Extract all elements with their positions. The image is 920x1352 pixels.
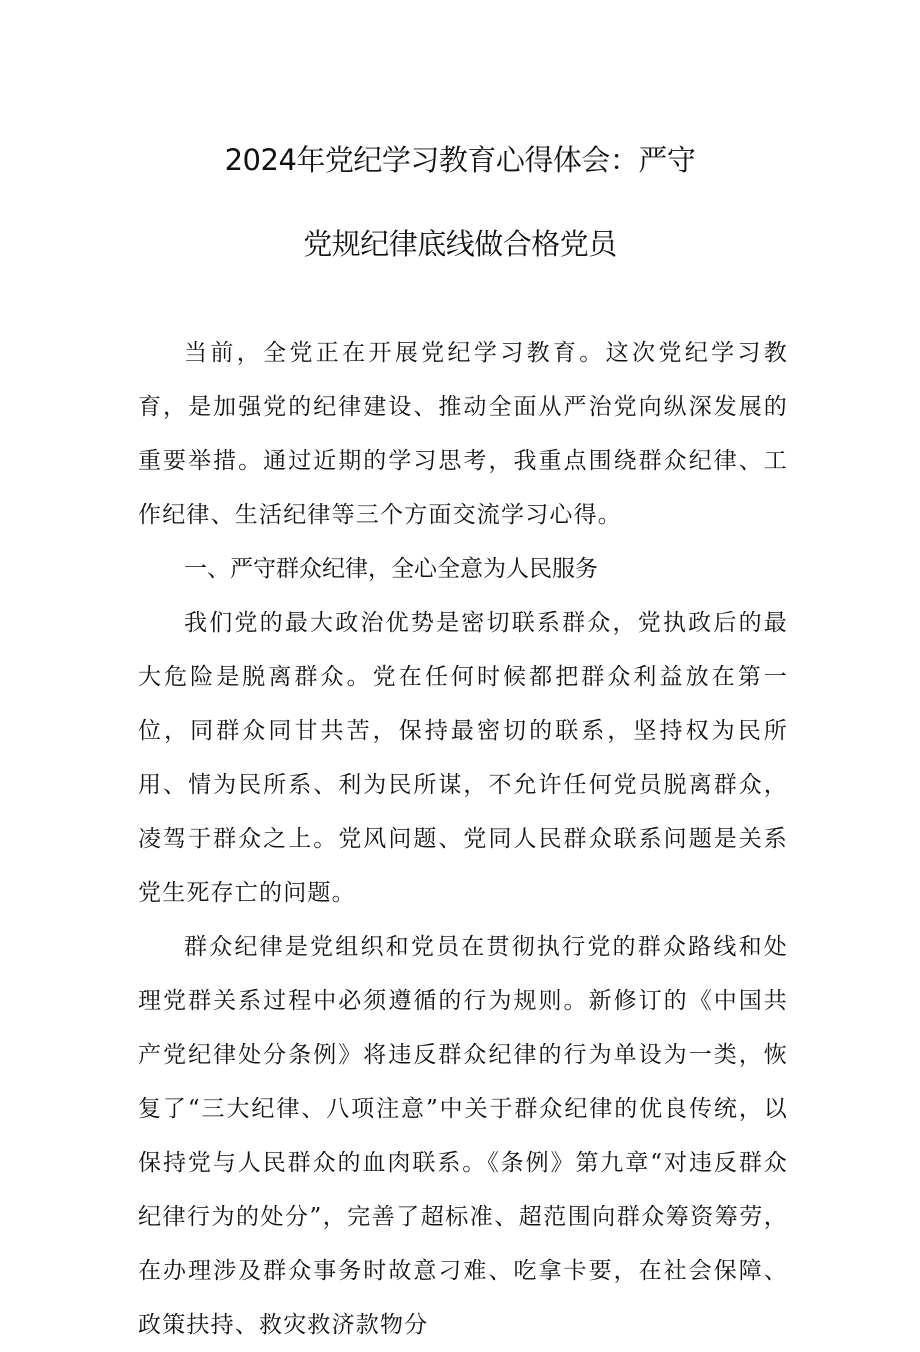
document-title-line-1: 2024年党纪学习教育心得体会：严守 bbox=[224, 143, 696, 177]
paragraph-mass-discipline: 群众纪律是党组织和党员在贯彻执行党的群众路线和处理党群关系过程中必须遵循的行为规则。新修订的《中国共产党纪律处分条例》将违反群众纪律的行为单设为一类，恢复了“三大纪律、八项注意”中关于群众纪律的优良传统，以保持党与人民群众的血肉联系。《条例》第九章“对违反群众纪律行为的处分”，完善了超标准、超范围向群众筹资筹劳，在办理涉及群众事务时故意刁难、吃拿卡要，在社会保障、政策扶持、救灾救济款物分 bbox=[138, 934, 788, 1338]
document-title-line-2: 党规纪律底线做合格党员 bbox=[303, 227, 617, 261]
paragraph-mass-line: 我们党的最大政治优势是密切联系群众，党执政后的最大危险是脱离群众。党在任何时候都把群众利益放在第一位，同群众同甘共苦，保持最密切的联系，坚持权为民所用、情为民所系、利为民所谋，不允许任何党员脱离群众，凌驾于群众之上。党风问题、党同人民群众联系问题是关系党生死存亡的问题。 bbox=[138, 610, 788, 906]
paragraph-intro: 当前，全党正在开展党纪学习教育。这次党纪学习教育，是加强党的纪律建设、推动全面从严治党向纵深发展的重要举措。通过近期的学习思考，我重点围绕群众纪律、工作纪律、生活纪律等三个方面交流学习心得。 bbox=[138, 340, 788, 528]
section-heading-1: 一、严守群众纪律，全心全意为人民服务 bbox=[184, 556, 598, 582]
document-body bbox=[138, 326, 788, 1352]
